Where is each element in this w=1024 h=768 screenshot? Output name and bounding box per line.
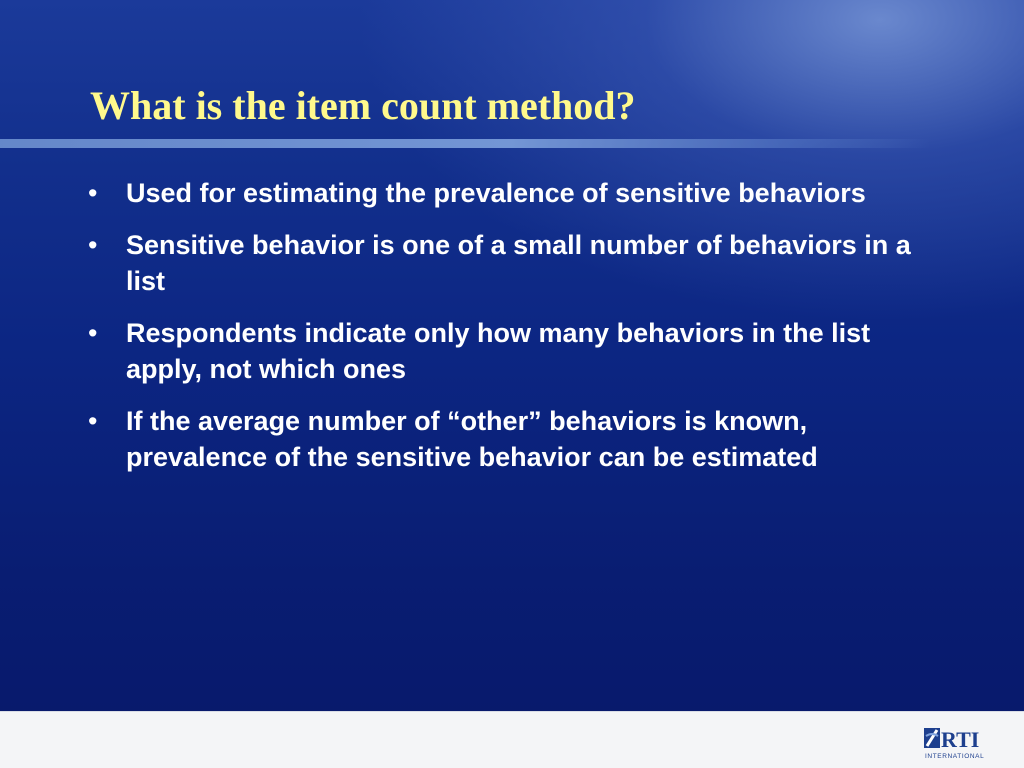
bullet-item	[86, 227, 926, 299]
slide-title: What is the item count method?	[90, 83, 636, 128]
bullet-item	[86, 315, 926, 387]
bullet-item	[86, 175, 926, 211]
bullet-text: Used for estimating the prevalence of sensitive behaviors	[126, 178, 866, 208]
bullet-icon: •	[88, 230, 98, 260]
footer-bar	[0, 711, 1024, 768]
title-underline-rule	[0, 139, 930, 148]
bullet-icon: •	[88, 178, 98, 208]
logo-text: RTI	[941, 727, 980, 752]
rti-logo-icon	[922, 722, 1002, 762]
bullet-item	[86, 403, 926, 475]
bullet-list	[86, 175, 926, 491]
bullet-icon: •	[88, 318, 98, 348]
bullet-text: Sensitive behavior is one of a small number of behaviors in a list	[126, 230, 911, 296]
bullet-icon: •	[88, 406, 98, 436]
bullet-text: If the average number of “other” behaviors is known, prevalence of the sensitive behavior can be estimated	[126, 406, 818, 472]
bullet-text: Respondents indicate only how many behaviors in the list apply, not which ones	[126, 318, 871, 384]
logo-subtext: INTERNATIONAL	[925, 753, 985, 760]
